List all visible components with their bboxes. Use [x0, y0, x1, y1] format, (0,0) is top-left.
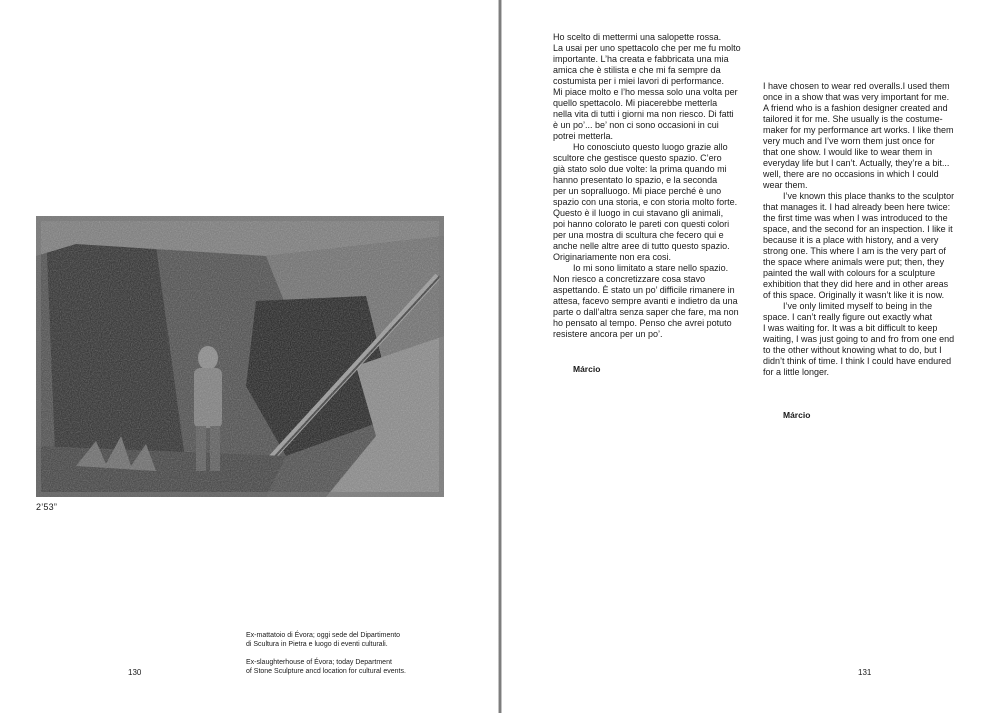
text-line: I’ve known this place thanks to the sculptor: [783, 191, 955, 201]
text-line: potrei metterla.: [553, 131, 614, 141]
text-line: exhibition that they did here and in other areas: [763, 279, 949, 289]
text-line: Originariamente non era cosi.: [553, 252, 672, 262]
text-line: Ho scelto di mettermi una salopette rossa.: [553, 32, 722, 42]
text-line: aspettando. È stato un po’ difficile rimanere in: [553, 285, 735, 295]
text-line: I was waiting for. It was a bit difficult to keep: [763, 323, 938, 333]
text-line: nella vita di tutti i giorni ma non riesco. Di fatti: [553, 109, 734, 119]
caption-english-line: Ex-slaughterhouse of Évora; today Department: [246, 659, 392, 666]
text-line: that manages it. I had already been here twice:: [763, 202, 951, 212]
text-line: wear them.: [763, 180, 808, 190]
photo-icon: [36, 216, 444, 497]
text-line: the space where animals were put; then, they: [763, 257, 945, 267]
text-line: maker for my performance art works. I like them: [763, 125, 954, 135]
text-line: hanno presentato lo spazio, e la seconda: [553, 175, 718, 185]
text-line: waiting, I was just going to and fro from one end: [763, 334, 955, 344]
text-line: per una mostra di scultura che fecero qui e: [553, 230, 724, 240]
text-line: strong one. This where I am is the very part of: [763, 246, 946, 256]
page-number-right: 131: [858, 668, 872, 677]
text-line: è un po’... be’ non ci sono occasioni in cui: [553, 120, 719, 130]
text-line: once in a show that was very important for me.: [763, 92, 950, 102]
photo-concrete-space: [36, 216, 444, 497]
text-line: everyday life but I can’t. Actually, they’re a bit...: [763, 158, 950, 168]
text-line: space. I can’t really figure out exactly what: [763, 312, 933, 322]
english-text-column: [763, 81, 973, 378]
text-line: poi hanno colorato le pareti con questi colori: [553, 219, 730, 229]
text-line: parte o dall’altra senza saper che fare, ma non: [553, 307, 739, 317]
text-line: amica che è stilista e che mi fa sempre da: [553, 65, 721, 75]
text-line: I’ve only limited myself to being in the: [783, 301, 933, 311]
text-line: costumista per i miei lavori di performance.: [553, 76, 725, 86]
text-line: spazio con una storia, e con storia molto forte.: [553, 197, 738, 207]
text-line: painted the wall with colours for a sculpture: [763, 268, 936, 278]
text-line: A friend who is a fashion designer created and: [763, 103, 948, 113]
text-line: Non riesco a concretizzare cosa stavo: [553, 274, 706, 284]
text-line: Mi piace molto e l’ho messa solo una volta per: [553, 87, 738, 97]
caption-italian-line: di Scultura in Pietra e luogo di eventi culturali.: [246, 641, 388, 648]
text-line: Questo è il luogo in cui stavano gli animali,: [553, 208, 724, 218]
text-line: well, there are no occasions in which I could: [763, 169, 939, 179]
italian-text-column: [553, 32, 748, 340]
duration-label: 2’53”: [36, 502, 58, 512]
text-line: didn’t think of time. I think I could have endured: [763, 356, 952, 366]
text-line: of this space. Originally it wasn’t like it is now.: [763, 290, 945, 300]
text-line: space, and the second for an inspection. I like it: [763, 224, 953, 234]
text-line: because it is a place with history, and a very: [763, 235, 939, 245]
page-number-left: 130: [128, 668, 142, 677]
signature-english: Márcio: [783, 410, 811, 420]
text-line: già stato solo due volte: la prima quando mi: [553, 164, 727, 174]
text-line: scultore che gestisce questo spazio. C’ero: [553, 153, 722, 163]
caption-english: [246, 658, 456, 676]
caption-english-line: of Stone Sculpture ancd location for cultural events.: [246, 668, 406, 675]
caption-italian-line: Ex-mattatoio di Évora; oggi sede del Dipartimento: [246, 632, 401, 639]
text-line: attesa, facevo sempre avanti e indietro da una: [553, 296, 738, 306]
text-line: very much and I’ve worn them just once for: [763, 136, 935, 146]
text-line: resistere ancora per un po’.: [553, 329, 663, 339]
text-line: anche nelle altre aree di tutto questo spazio.: [553, 241, 730, 251]
signature-italian: Márcio: [573, 364, 601, 374]
text-line: tailored it for me. She usually is the costume-: [763, 114, 943, 124]
caption-italian: [246, 631, 456, 649]
text-line: that one show. I would like to wear them in: [763, 147, 933, 157]
text-line: quello spettacolo. Mi piacerebbe metterla: [553, 98, 718, 108]
text-line: importante. L’ha creata e fabbricata una mia: [553, 54, 729, 64]
text-line: I have chosen to wear red overalls.I used them: [763, 81, 950, 91]
text-line: ho pensato al tempo. Penso che avrei potuto: [553, 318, 732, 328]
text-line: La usai per uno spettacolo che per me fu molto: [553, 43, 741, 53]
text-line: for a little longer.: [763, 367, 830, 377]
text-line: per un sopralluogo. Mi piace perché è uno: [553, 186, 722, 196]
gutter-line: [499, 0, 501, 713]
text-line: Ho conosciuto questo luogo grazie allo: [573, 142, 728, 152]
text-line: to the other without knowing what to do, but I: [763, 345, 942, 355]
text-line: the first time was when I was introduced to the: [763, 213, 948, 223]
text-line: Io mi sono limitato a stare nello spazio.: [573, 263, 729, 273]
